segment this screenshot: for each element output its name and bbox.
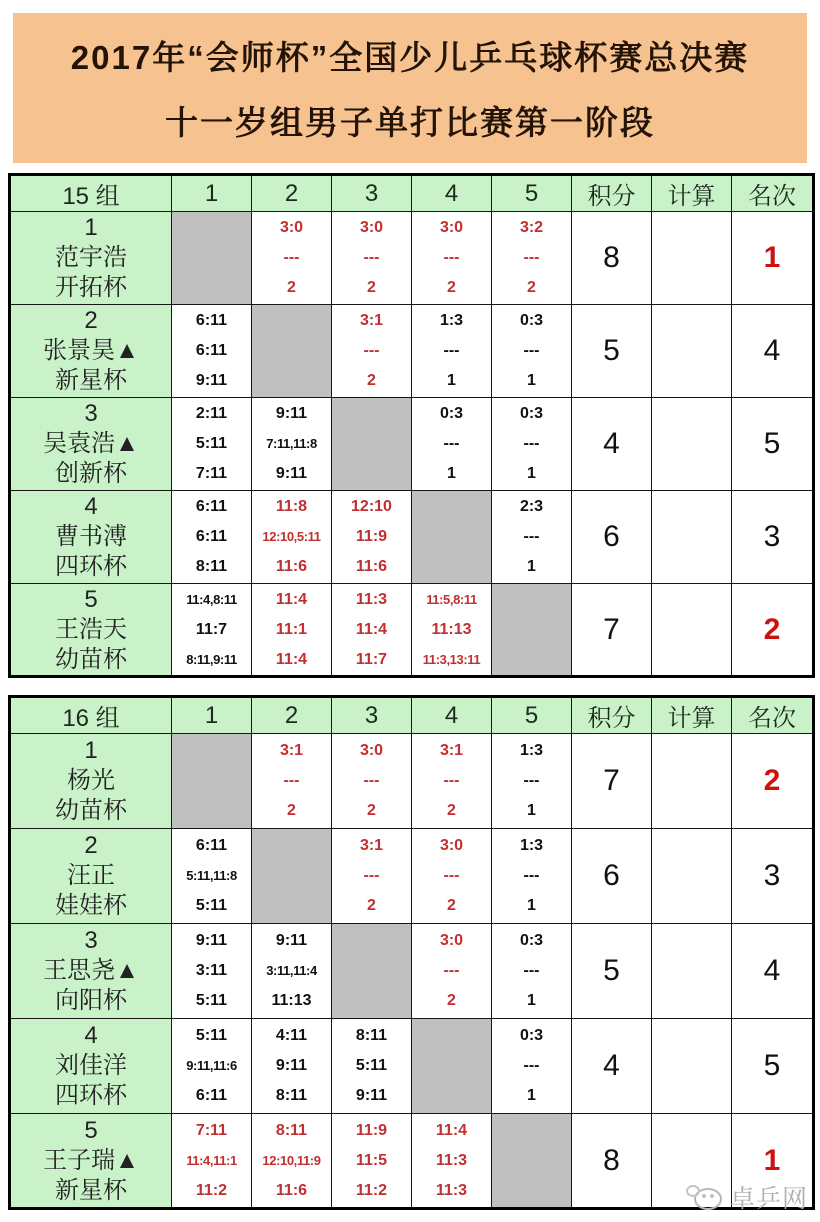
- match-score-cell: [492, 734, 572, 829]
- score-line: 1: [447, 465, 456, 482]
- points-cell: 4: [572, 398, 652, 491]
- score-line: 2: [527, 279, 536, 296]
- score-line: 11:6: [275, 558, 308, 575]
- tournament-title-line2: 十一岁组男子单打比赛第一阶段: [165, 104, 655, 142]
- score-line: ---: [283, 772, 300, 789]
- calc-cell: [652, 491, 732, 584]
- match-score-cell: [492, 491, 572, 584]
- score-line: 3:11: [195, 962, 228, 979]
- self-match-cell: [412, 1019, 492, 1114]
- player-row: [10, 1019, 814, 1114]
- self-match-cell: [172, 212, 252, 305]
- score-line: ---: [443, 342, 460, 359]
- match-score-cell: [172, 1019, 252, 1114]
- rank-header-cell: 名次: [732, 697, 814, 734]
- score-line: 1:3: [519, 837, 544, 854]
- match-score-cell: [172, 1114, 252, 1209]
- opponent-header-cell: 3: [332, 697, 412, 734]
- score-line: 5:11: [355, 1057, 388, 1074]
- rank-cell: 3: [732, 491, 814, 584]
- calc-cell: [652, 924, 732, 1019]
- match-score-cell: [412, 584, 492, 677]
- seed-number: 4: [84, 493, 98, 520]
- calc-cell: [652, 734, 732, 829]
- score-line: 11:13: [271, 992, 312, 1009]
- points-cell: 5: [572, 305, 652, 398]
- match-score-cell: [252, 924, 332, 1019]
- player-name: 王思尧▲: [43, 957, 139, 984]
- points-cell: 8: [572, 1114, 652, 1209]
- match-score-cell: [492, 829, 572, 924]
- score-line: 3:11,11:4: [266, 963, 317, 978]
- self-match-cell: [252, 305, 332, 398]
- match-score-cell: [412, 924, 492, 1019]
- score-line: 5:11: [195, 1027, 228, 1044]
- match-score-cell: [412, 829, 492, 924]
- self-match-cell: [492, 584, 572, 677]
- match-score-cell: [332, 491, 412, 584]
- group-table-wrapper-2: [8, 695, 815, 1210]
- score-line: 11:3: [435, 1181, 468, 1199]
- club-name: 新星杯: [55, 367, 127, 394]
- seed-number: 2: [84, 832, 98, 859]
- club-name: 幼苗杯: [55, 645, 127, 673]
- calc-cell: [652, 584, 732, 677]
- score-line: 9:11: [275, 932, 308, 949]
- opponent-header-cell: 5: [492, 697, 572, 734]
- match-score-cell: [252, 584, 332, 677]
- score-line: 1: [527, 897, 536, 914]
- rank-cell: 3: [732, 829, 814, 924]
- score-line: 1: [527, 802, 536, 819]
- score-line: 2: [287, 802, 296, 819]
- score-line: 12:10,5:11: [262, 529, 321, 544]
- score-line: ---: [443, 867, 460, 884]
- score-line: ---: [443, 962, 460, 979]
- player-name-cell: [10, 212, 172, 305]
- rank-header-cell: 名次: [732, 175, 814, 212]
- player-name: 刘佳洋: [55, 1052, 127, 1079]
- seed-number: 1: [84, 214, 98, 241]
- score-line: 11:2: [195, 1181, 228, 1199]
- score-line: 1: [447, 372, 456, 389]
- match-score-cell: [412, 734, 492, 829]
- match-score-cell: [332, 584, 412, 677]
- score-line: 11:9: [355, 528, 388, 545]
- club-name: 娃娃杯: [55, 892, 127, 919]
- club-name: 四环杯: [55, 1082, 127, 1109]
- score-line: 9:11: [275, 465, 308, 482]
- score-line: 3:0: [439, 837, 464, 854]
- score-line: ---: [523, 435, 540, 452]
- match-score-cell: [172, 491, 252, 584]
- rank-cell: 1: [732, 212, 814, 305]
- seed-number: 3: [84, 927, 98, 954]
- match-score-cell: [412, 398, 492, 491]
- score-line: 3:1: [359, 312, 384, 329]
- match-score-cell: [492, 1019, 572, 1114]
- score-line: 1:3: [519, 742, 544, 759]
- match-score-cell: [332, 1019, 412, 1114]
- group-table-16组: [8, 695, 815, 1210]
- score-line: 12:10,11:9: [262, 1152, 321, 1168]
- score-line: 3:1: [279, 742, 304, 759]
- player-name: 汪正: [67, 862, 115, 889]
- match-score-cell: [172, 924, 252, 1019]
- score-line: 5:11: [195, 435, 228, 452]
- match-score-cell: [492, 305, 572, 398]
- header-row: [10, 175, 814, 212]
- self-match-cell: [332, 398, 412, 491]
- player-row: [10, 491, 814, 584]
- points-cell: 4: [572, 1019, 652, 1114]
- score-line: 11:3: [355, 590, 388, 608]
- club-name: 幼苗杯: [55, 797, 127, 824]
- group-table-wrapper-1: [8, 173, 815, 678]
- player-name-cell: [10, 734, 172, 829]
- rank-cell: 4: [732, 924, 814, 1019]
- opponent-header-cell: 4: [412, 697, 492, 734]
- score-line: 9:11: [195, 372, 228, 389]
- match-score-cell: [252, 491, 332, 584]
- self-match-cell: [492, 1114, 572, 1209]
- player-name-cell: [10, 491, 172, 584]
- opponent-header-cell: 3: [332, 175, 412, 212]
- score-line: 3:0: [359, 742, 384, 759]
- match-score-cell: [412, 1114, 492, 1209]
- score-line: 8:11: [275, 1087, 308, 1104]
- score-line: 2: [367, 279, 376, 296]
- score-line: 2: [447, 992, 456, 1009]
- player-name: 杨光: [67, 767, 115, 794]
- opponent-header-cell: 1: [172, 697, 252, 734]
- score-line: ---: [363, 867, 380, 884]
- score-line: 2: [367, 372, 376, 389]
- match-score-cell: [412, 212, 492, 305]
- score-line: 9:11: [275, 1057, 308, 1074]
- score-line: 7:11,11:8: [266, 436, 317, 451]
- score-line: 2: [447, 802, 456, 819]
- score-line: 3:0: [359, 219, 384, 236]
- calc-cell: [652, 1019, 732, 1114]
- player-name: 吴袁浩▲: [43, 430, 139, 457]
- match-score-cell: [172, 829, 252, 924]
- match-score-cell: [172, 398, 252, 491]
- calc-cell: [652, 829, 732, 924]
- player-row: [10, 829, 814, 924]
- player-name-cell: [10, 829, 172, 924]
- score-line: 2:11: [195, 405, 228, 422]
- score-line: 11:4: [275, 590, 308, 608]
- seed-number: 3: [84, 400, 98, 427]
- score-line: 11:6: [355, 558, 388, 575]
- club-name: 向阳杯: [55, 987, 127, 1014]
- score-line: ---: [443, 249, 460, 266]
- match-score-cell: [332, 305, 412, 398]
- club-name: 创新杯: [55, 460, 127, 487]
- self-match-cell: [172, 734, 252, 829]
- player-name: 王子瑞▲: [43, 1146, 139, 1174]
- self-match-cell: [252, 829, 332, 924]
- score-line: ---: [523, 962, 540, 979]
- points-header-cell: 积分: [572, 697, 652, 734]
- score-line: 6:11: [195, 342, 228, 359]
- score-line: 4:11: [275, 1027, 308, 1044]
- score-line: 11:4: [355, 620, 388, 638]
- match-score-cell: [252, 212, 332, 305]
- score-line: ---: [283, 249, 300, 266]
- match-score-cell: [172, 305, 252, 398]
- score-line: 0:3: [519, 312, 544, 329]
- match-score-cell: [492, 398, 572, 491]
- score-line: ---: [363, 772, 380, 789]
- score-line: 6:11: [195, 312, 228, 329]
- rank-cell: 2: [732, 734, 814, 829]
- score-line: 1: [527, 1087, 536, 1104]
- match-score-cell: [492, 212, 572, 305]
- score-line: 11:4: [275, 650, 308, 668]
- player-name-cell: [10, 305, 172, 398]
- score-line: 2: [287, 279, 296, 296]
- score-line: 6:11: [195, 498, 228, 515]
- score-line: 11:4: [435, 1121, 468, 1139]
- score-line: 11:9: [355, 1121, 388, 1139]
- seed-number: 1: [84, 737, 98, 764]
- player-row: [10, 305, 814, 398]
- score-line: 5:11: [195, 897, 228, 914]
- score-line: ---: [363, 249, 380, 266]
- opponent-header-cell: 1: [172, 175, 252, 212]
- points-cell: 7: [572, 734, 652, 829]
- calc-cell: [652, 398, 732, 491]
- score-line: 11:3,13:11: [422, 651, 481, 667]
- match-score-cell: [332, 829, 412, 924]
- score-line: 5:11,11:8: [186, 868, 237, 883]
- tournament-title-line1: 2017年“会师杯”全国少儿乒乓球杯赛总决赛: [70, 38, 750, 76]
- points-cell: 7: [572, 584, 652, 677]
- player-name: 张景昊▲: [43, 337, 139, 364]
- panda-logo-icon: [684, 1182, 724, 1212]
- group-label-cell: 16 组: [10, 697, 172, 734]
- score-line: 0:3: [519, 405, 544, 422]
- score-line: ---: [523, 528, 540, 545]
- score-line: 3:0: [439, 219, 464, 236]
- group-table-15组: [8, 173, 815, 678]
- score-line: 6:11: [195, 528, 228, 545]
- score-line: ---: [443, 772, 460, 789]
- points-cell: 5: [572, 924, 652, 1019]
- match-score-cell: [252, 734, 332, 829]
- score-line: 9:11,11:6: [186, 1058, 237, 1073]
- score-line: 3:0: [439, 932, 464, 949]
- rank-cell: 5: [732, 1019, 814, 1114]
- self-match-cell: [412, 491, 492, 584]
- score-line: ---: [523, 342, 540, 359]
- score-line: 5:11: [195, 992, 228, 1009]
- score-line: 6:11: [195, 837, 228, 854]
- points-cell: 8: [572, 212, 652, 305]
- score-line: 9:11: [355, 1087, 388, 1104]
- score-line: 11:7: [195, 620, 228, 638]
- score-line: 2: [367, 897, 376, 914]
- site-watermark: [684, 1180, 808, 1214]
- seed-number: 5: [84, 585, 98, 613]
- score-line: 2: [447, 897, 456, 914]
- score-line: ---: [523, 867, 540, 884]
- player-name-cell: [10, 398, 172, 491]
- match-score-cell: [252, 1019, 332, 1114]
- score-line: 11:2: [355, 1181, 388, 1199]
- score-line: ---: [443, 435, 460, 452]
- score-line: 1: [527, 465, 536, 482]
- match-score-cell: [492, 924, 572, 1019]
- score-line: ---: [523, 1057, 540, 1074]
- score-line: 1: [527, 992, 536, 1009]
- score-line: 11:4,11:1: [186, 1152, 237, 1168]
- score-line: 2:3: [519, 498, 544, 515]
- points-header-cell: 积分: [572, 175, 652, 212]
- opponent-header-cell: 5: [492, 175, 572, 212]
- score-line: 11:6: [275, 1181, 308, 1199]
- player-name: 范宇浩: [55, 244, 127, 271]
- score-line: ---: [523, 249, 540, 266]
- score-line: 2: [447, 279, 456, 296]
- score-line: 0:3: [519, 1027, 544, 1044]
- score-line: 0:3: [439, 405, 464, 422]
- opponent-header-cell: 4: [412, 175, 492, 212]
- score-line: 9:11: [275, 405, 308, 422]
- score-line: 12:10: [351, 498, 392, 515]
- score-line: 3:1: [359, 837, 384, 854]
- calc-cell: [652, 212, 732, 305]
- score-line: 8:11: [355, 1027, 388, 1044]
- rank-cell: 5: [732, 398, 814, 491]
- rank-cell: 2: [732, 584, 814, 677]
- player-name-cell: [10, 924, 172, 1019]
- calc-header-cell: 计算: [652, 175, 732, 212]
- match-score-cell: [172, 584, 252, 677]
- player-name: 王浩天: [55, 615, 127, 643]
- club-name: 开拓杯: [55, 274, 127, 301]
- score-line: 6:11: [195, 1087, 228, 1104]
- opponent-header-cell: 2: [252, 697, 332, 734]
- score-line: 8:11: [195, 558, 228, 575]
- score-line: ---: [363, 342, 380, 359]
- calc-cell: [652, 305, 732, 398]
- club-name: 新星杯: [55, 1176, 127, 1204]
- score-line: 1: [527, 372, 536, 389]
- score-line: 7:11: [195, 465, 228, 482]
- player-row: [10, 734, 814, 829]
- score-line: 7:11: [195, 1121, 228, 1139]
- score-line: 1:3: [439, 312, 464, 329]
- score-line: 3:2: [519, 219, 544, 236]
- points-cell: 6: [572, 491, 652, 584]
- match-score-cell: [332, 734, 412, 829]
- group-label-cell: 15 组: [10, 175, 172, 212]
- club-name: 四环杯: [55, 553, 127, 580]
- score-line: 8:11,9:11: [186, 651, 237, 667]
- rank-cell: 1: [732, 1114, 814, 1209]
- seed-number: 4: [84, 1022, 98, 1049]
- score-line: 3:1: [439, 742, 464, 759]
- header-row: [10, 697, 814, 734]
- score-line: 11:7: [355, 650, 388, 668]
- match-score-cell: [252, 1114, 332, 1209]
- match-score-cell: [332, 212, 412, 305]
- player-name-cell: [10, 1114, 172, 1209]
- score-line: 1: [527, 558, 536, 575]
- match-score-cell: [412, 305, 492, 398]
- player-row: [10, 212, 814, 305]
- seed-number: 5: [84, 1116, 98, 1144]
- site-watermark-text: 卓乒网: [729, 1185, 808, 1213]
- score-line: 9:11: [195, 932, 228, 949]
- score-line: 11:8: [275, 498, 308, 515]
- player-name-cell: [10, 584, 172, 677]
- score-line: 11:13: [431, 620, 472, 638]
- seed-number: 2: [84, 307, 98, 334]
- score-line: 11:5,8:11: [426, 591, 477, 607]
- score-line: 11:5: [355, 1151, 388, 1169]
- player-name: 曹书溥: [55, 523, 127, 550]
- score-line: 8:11: [275, 1121, 308, 1139]
- player-row: [10, 398, 814, 491]
- score-line: 11:4,8:11: [186, 591, 237, 607]
- self-match-cell: [332, 924, 412, 1019]
- player-name-cell: [10, 1019, 172, 1114]
- rank-cell: 4: [732, 305, 814, 398]
- match-score-cell: [332, 1114, 412, 1209]
- score-line: 0:3: [519, 932, 544, 949]
- tournament-banner: [13, 13, 807, 163]
- calc-header-cell: 计算: [652, 697, 732, 734]
- score-line: 11:1: [275, 620, 308, 638]
- score-line: 11:3: [435, 1151, 468, 1169]
- score-line: 2: [367, 802, 376, 819]
- opponent-header-cell: 2: [252, 175, 332, 212]
- points-cell: 6: [572, 829, 652, 924]
- match-score-cell: [252, 398, 332, 491]
- player-row: [10, 924, 814, 1019]
- score-line: ---: [523, 772, 540, 789]
- player-row: [10, 584, 814, 677]
- score-line: 3:0: [279, 219, 304, 236]
